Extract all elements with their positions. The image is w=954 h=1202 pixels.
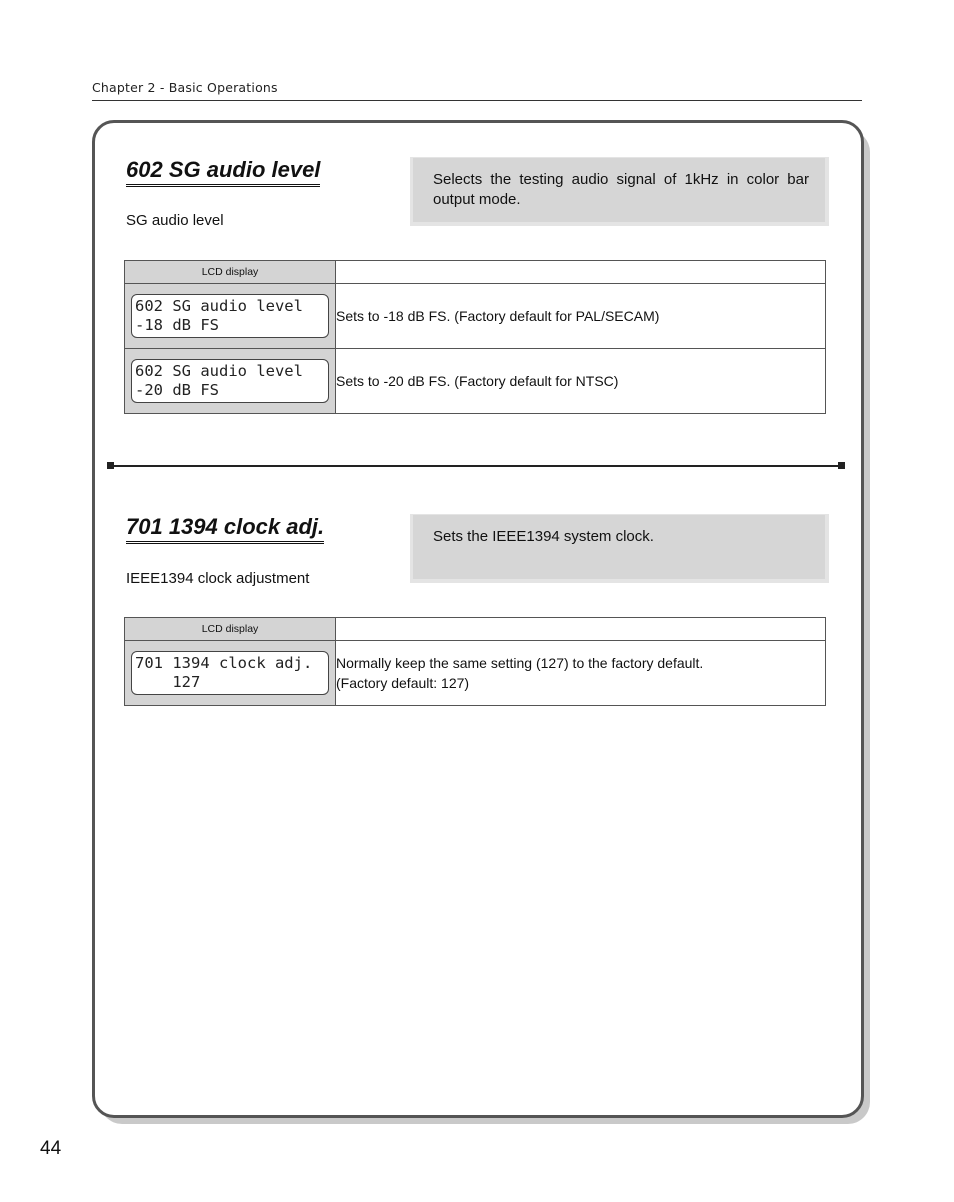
description-box-sg-audio-level: Selects the testing audio signal of 1kHz in color bar output mode. [413, 158, 825, 222]
table-header-blank [336, 261, 826, 284]
lcd-display [131, 651, 329, 695]
options-table-1394-clock-adj [124, 617, 826, 706]
row-description: Sets to -18 dB FS. (Factory default for PAL/SECAM) [336, 284, 826, 349]
section-divider-right-end [838, 462, 845, 469]
header-rule [92, 100, 862, 101]
section-divider [110, 465, 844, 467]
lcd-display [131, 294, 329, 338]
section-title-sg-audio-level: 602 SG audio level [126, 158, 320, 187]
lcd-line-2: -20 dB FS [135, 381, 219, 399]
section-subtitle-sg-audio-level: SG audio level [126, 212, 224, 229]
table-header-row [125, 618, 826, 641]
lcd-line-2: -18 dB FS [135, 316, 219, 334]
table-header-row [125, 261, 826, 284]
running-head: Chapter 2 - Basic Operations [92, 80, 278, 95]
lcd-cell [125, 349, 336, 414]
page-number: 44 [40, 1138, 62, 1159]
table-header-lcd-display: LCD display [125, 618, 336, 641]
table-row [125, 349, 826, 414]
lcd-line-1: 602 SG audio level [135, 297, 303, 315]
lcd-cell [125, 641, 336, 706]
lcd-line-2: 127 [135, 673, 201, 691]
table-header-lcd-display: LCD display [125, 261, 336, 284]
section-title-1394-clock-adj: 701 1394 clock adj. [126, 515, 324, 544]
description-box-1394-clock-adj: Sets the IEEE1394 system clock. [413, 515, 825, 579]
row-description [336, 641, 826, 706]
table-row [125, 641, 826, 706]
section-subtitle-1394-clock-adj: IEEE1394 clock adjustment [126, 570, 310, 587]
table-row [125, 284, 826, 349]
row-description: Sets to -20 dB FS. (Factory default for NTSC) [336, 349, 826, 414]
row-description-line-2: (Factory default: 127) [336, 675, 470, 691]
lcd-line-1: 602 SG audio level [135, 362, 303, 380]
table-header-blank [336, 618, 826, 641]
lcd-display [131, 359, 329, 403]
lcd-line-1: 701 1394 clock adj. [135, 654, 313, 672]
row-description-line-1: Normally keep the same setting (127) to the factory default. [336, 655, 704, 671]
lcd-cell [125, 284, 336, 349]
options-table-sg-audio-level [124, 260, 826, 414]
